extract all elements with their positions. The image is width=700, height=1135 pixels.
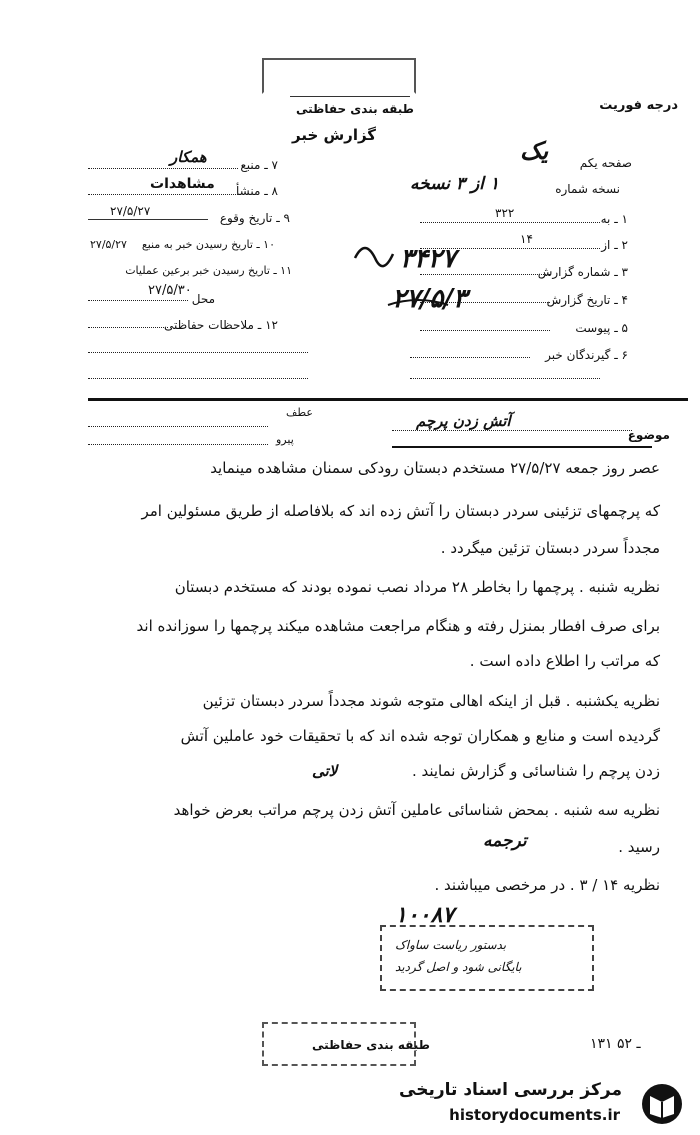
classification-footer: طبقه بندی حفاظتی xyxy=(312,1038,430,1052)
field-report-no: ۳ ـ شماره گزارش xyxy=(537,265,628,279)
stamp-line-2: بایگانی شود و اصل گردید xyxy=(395,960,522,974)
field-copy: نسخه شماره xyxy=(555,182,620,196)
classification-header: طبقه بندی حفاظتی xyxy=(296,102,414,116)
body-line: عصر روز جمعه ۲۷/۵/۲۷ مستخدم دبستان رودکی سمنان مشاهده مینماید xyxy=(210,459,660,477)
body-line: نظریه شنبه . پرچمها را بخاطر ۲۸ مرداد نصب نموده بودند که مستخدم دبستان xyxy=(174,578,660,596)
field-to-value: ۳۲۲ xyxy=(495,206,515,220)
field-from-value: ۱۴ xyxy=(520,232,533,246)
body-line: برای صرف افطار بمنزل رفته و هنگام مراجعت مشاهده میکند پرچمها را سوزانده اند xyxy=(136,617,660,635)
body-line: زدن پرچم را شناسائی و گزارش نمایند . xyxy=(411,762,660,780)
body-line: نظریه ۱۴ / ۳ . در مرخصی میباشند . xyxy=(434,876,660,894)
field-page-value: یک xyxy=(520,136,549,165)
subject-label: موضوع xyxy=(627,428,670,442)
serial-number: ۱۰۰۸۷ xyxy=(395,902,455,928)
book-logo-icon xyxy=(640,1082,684,1126)
field-report-date-value: ۲۷/۵/۳ xyxy=(392,284,467,314)
field-source: ۷ ـ منبع xyxy=(240,158,278,172)
field-attachment: ۵ ـ پیوست xyxy=(575,321,628,335)
field-place-value: ۲۷/۵/۳۰ xyxy=(148,283,192,298)
brand-name: مرکز بررسی اسناد تاریخی xyxy=(399,1080,622,1100)
field-report-date: ۴ ـ تاریخ گزارش xyxy=(546,293,628,307)
marginal-note: ترجمه xyxy=(483,831,527,851)
field-occurrence-date-value: ۲۷/۵/۲۷ xyxy=(110,204,151,218)
marginal-note: لاتی xyxy=(312,762,338,780)
body-line: رسید . xyxy=(618,838,660,856)
body-line: که پرچمهای تزئینی سردر دبستان را آتش زده اند که بلافاصله از طریق مسئولین امر xyxy=(141,502,660,520)
body-line: که مراتب را اطلاع داده است . xyxy=(469,652,660,670)
field-source-value: همکار xyxy=(170,148,207,166)
field-origin: ۸ ـ منشأ xyxy=(235,184,278,198)
body-line: گردیده است و منابع و همکاران توجه شده اند که با تحقیقات خود عاملین آتش xyxy=(180,727,660,745)
brand-url: historydocuments.ir xyxy=(449,1106,620,1124)
reference-sub: پیرو xyxy=(276,433,294,446)
field-source-date: ۱۰ ـ تاریخ رسیدن خبر به منبع xyxy=(141,238,275,251)
body-line: نظریه یکشنبه . قبل از اینکه اهالی متوجه شوند مجدداً سردر دبستان تزئین xyxy=(202,692,660,710)
field-page: صفحه یکم xyxy=(579,156,632,170)
filing-stamp xyxy=(380,925,594,991)
field-origin-value: مشاهدات xyxy=(150,176,215,192)
field-ops-date: ۱۱ ـ تاریخ رسیدن خبر برعین عملیات xyxy=(125,264,292,277)
header-divider xyxy=(88,398,688,401)
field-to: ۱ ـ به xyxy=(600,212,628,226)
field-source-date-value: ۲۷/۵/۲۷ xyxy=(90,238,127,251)
field-report-no-value: ۳۴۲۷ xyxy=(400,244,456,274)
subject-value: آتش زدن پرچم xyxy=(416,412,511,430)
field-protective-notes: ۱۲ ـ ملاحظات حفاظتی xyxy=(164,318,278,332)
form-title: گزارش خبر xyxy=(292,126,377,144)
field-from: ۲ ـ از xyxy=(601,238,628,252)
form-code: ۱۳۱ ـ ۵۲ xyxy=(590,1036,641,1052)
body-line: مجدداً سردر دبستان تزئین میگردد . xyxy=(440,539,660,557)
urgency-label: درجه فوریت xyxy=(599,98,678,113)
reference-label: عطف xyxy=(286,406,313,419)
field-recipients: ۶ ـ گیرندگان خبر xyxy=(545,348,628,362)
field-copy-value: ۱ از ۳ نسخه xyxy=(410,174,499,194)
field-occurrence-date: ۹ ـ تاریخ وقوع xyxy=(219,211,290,225)
field-place: محل xyxy=(191,292,215,306)
body-line: نظریه سه شنبه . بمحض شناسائی عاملین آتش زدن پرچم مراتب بعرض خواهد xyxy=(173,801,660,819)
stamp-line-1: بدستور ریاست ساواک xyxy=(395,938,507,952)
